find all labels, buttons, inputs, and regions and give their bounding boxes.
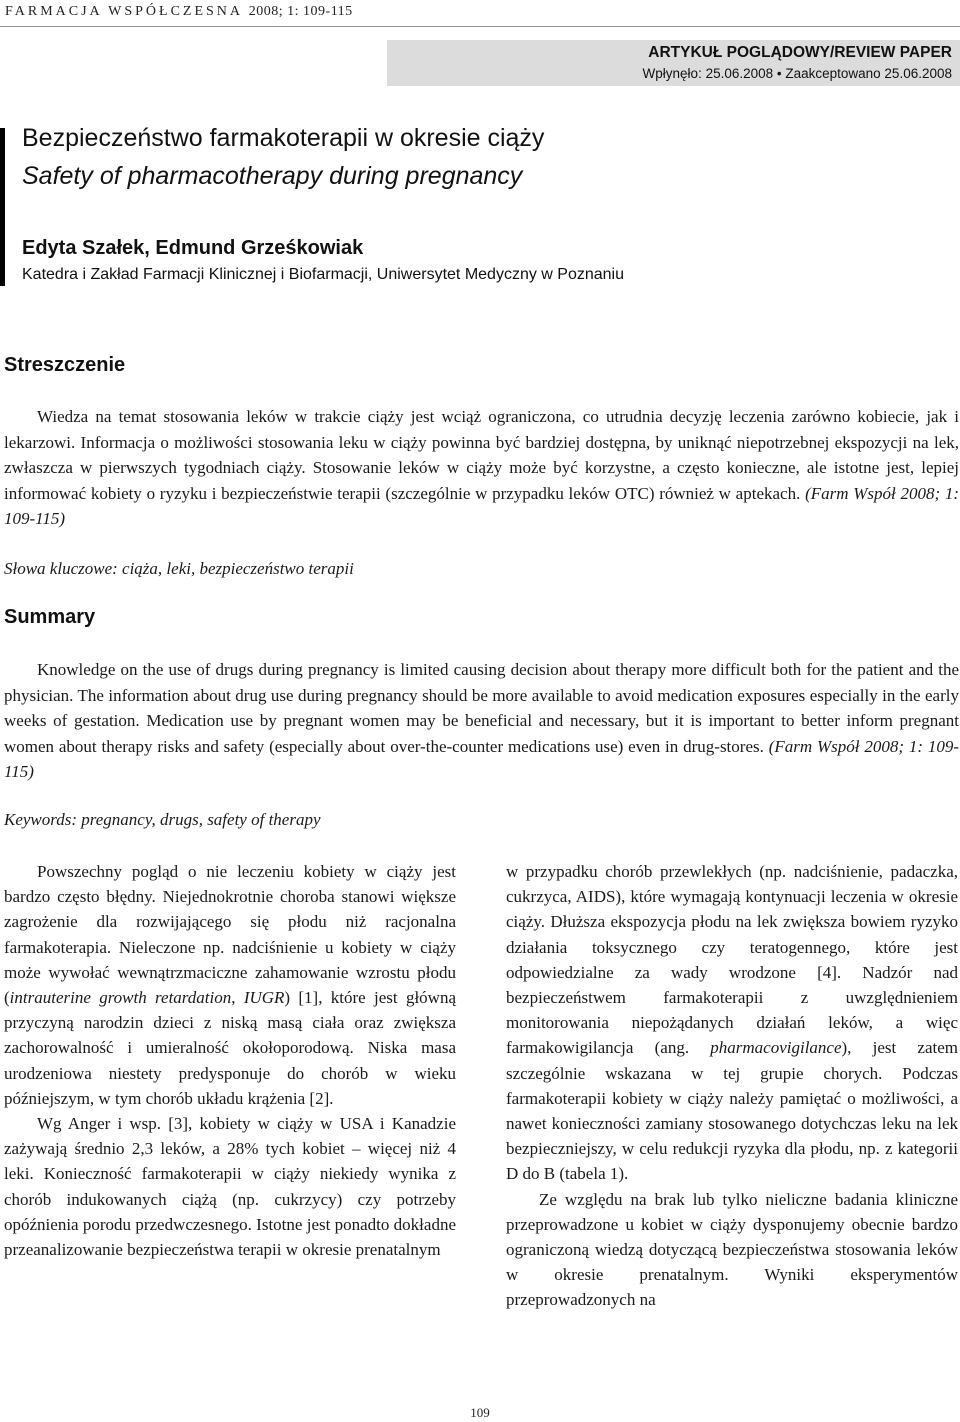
body-column-left: [4, 859, 456, 1262]
body-right-paragraph-1: [506, 859, 958, 1187]
abstract-pl-citation: (Farm Współ 2008; 1: 109-115): [4, 483, 960, 528]
journal-header: [5, 4, 353, 20]
body-text: Powszechny pogląd o nie leczeniu kobiety w ciąży jest bardzo często błędny. Niejednokrotnie choroba stanowi większe zagrożenie dla rozwijającego się płodu niż racjonalna farmakoterapia. Nieleczone np. nadciśnienie u kobiety w ciąży może wywołać wewnątrzmaciczne zahamowanie wzrostu płodu (: [4, 862, 456, 1008]
article-type-box: [387, 40, 960, 86]
body-text: ,: [231, 988, 244, 1008]
keywords-pl: Słowa kluczowe: ciąża, leki, bezpieczeństwo terapii: [4, 559, 354, 578]
body-left-paragraph-2: Wg Anger i wsp. [3], kobiety w ciąży w USA i Kanadzie zażywają średnio 2,3 leków, a 28% tych kobiet – więcej niż 4 leki. Konieczność farmakoterapii w ciąży niekiedy wynika z chorób indukowanych ciążą (np. cukrzycy) czy potrzeby opóźnienia porodu przedwczesnego. Istotne jest ponadto dokładne przeanalizowanie bezpieczeństwa terapii w okresie prenatalnym: [4, 1114, 456, 1260]
body-italic-term: pharmacovigilance: [710, 1038, 842, 1058]
abstract-en-text: Knowledge on the use of drugs during pregnancy is limited causing decision about therapy more difficult both for the patient and the physician. The information about drug use during pregnancy should be more available to avoid medication exposures especially in the early weeks of gestation. Medication use by pregnant women may be beneficial and necessary, but it is important to better inform pregnant women about therapy risks and safety (especially about over-the-counter medications use) even in drug-stores.: [4, 660, 959, 756]
abstract-en: [4, 657, 959, 785]
authors: Edyta Szałek, Edmund Grześkowiak: [22, 237, 364, 259]
body-text: ) [1], które jest główną przyczyną narodzin dzieci z niską masą ciała oraz zwiększa zachorowalność i umieralność okołoporodową. Niska masa urodzeniowa niestety predysponuje do chorób w wieku późniejszym, w tym chorób układu krążenia [2].: [4, 988, 456, 1108]
abstract-pl-text: Wiedza na temat stosowania leków w trakcie ciąży jest wciąż ograniczona, co utrudnia decyzję leczenia zarówno kobiecie, jak i lekarzowi. Informacja o możliwości stosowania leku w ciąży powinna być bardziej dostępna, by uniknąć niepotrzebnej ekspozycji na lek, zwłaszcza w pierwszych tygodniach ciąży. Stosowanie leków w ciąży może być korzystne, a często konieczne, ale istotne jest, lepiej informować kobiety o ryzyku i bezpieczeństwie terapii (szczególnie w przypadku leków OTC) również w aptekach.: [4, 407, 959, 503]
title-polish: Bezpieczeństwo farmakoterapii w okresie ciąży: [22, 124, 545, 152]
body-italic-term: IUGR: [243, 988, 285, 1008]
page-number: 109: [470, 1405, 490, 1420]
abstract-en-heading: Summary: [4, 606, 96, 628]
title-accent-bar: [0, 128, 5, 286]
journal-pages: 2008; 1: 109-115: [248, 4, 353, 19]
body-left-paragraph-1: [4, 859, 456, 1111]
header-rule: [0, 26, 960, 27]
keywords-en: Keywords: pregnancy, drugs, safety of therapy: [4, 810, 321, 829]
body-right-paragraph-2: Ze względu na brak lub tylko nieliczne badania kliniczne przeprowadzone u kobiet w ciąży dysponujemy obecnie bardzo ograniczoną wiedzą dotyczącą bezpieczeństwa stosowania leków w okresie prenatalnym. Wyniki eksperymentów przeprowadzonych na: [506, 1189, 958, 1310]
affiliation: Katedra i Zakład Farmacji Klinicznej i Biofarmacji, Uniwersytet Medyczny w Poznaniu: [22, 266, 624, 283]
body-text: ), jest zatem szczególnie wskazana w tej grupie chorych. Podczas farmakoterapii kobiety w ciąży należy pamiętać o możliwości, a nawet konieczności zamiany stosowanego dotychczas leku na lek bezpieczniejszy, w celu redukcji ryzyka dla płodu, np. z kategorii D do B (tabela 1).: [506, 1038, 958, 1184]
abstract-en-citation: (Farm Współ 2008; 1: 109-115): [4, 736, 959, 781]
body-column-right: [506, 859, 958, 1313]
body-italic-term: intrauterine growth retardation: [9, 988, 232, 1008]
journal-name: FARMACJA WSPÓŁCZESNA: [5, 4, 243, 19]
abstract-pl-heading: Streszczenie: [4, 354, 126, 376]
body-text: w przypadku chorób przewlekłych (np. nadciśnienie, padaczka, cukrzyca, AIDS), które wymagają kontynuacji leczenia w okresie ciąży. Dłuższa ekspozycja płodu na lek zwiększa bowiem ryzyko działania toksycznego czy teratogennego, które jest odpowiedzialne za wady wrodzone [4]. Nadzór nad bezpieczeństwem farmakoterapii z uwzględnieniem monitorowania niepożądanych działań leków, a więc farmakowigilancja (ang.: [506, 862, 958, 1058]
abstract-pl: [4, 404, 959, 532]
article-dates: Wpłynęło: 25.06.2008 • Zaakceptowano 25.06.2008: [642, 66, 952, 81]
article-type: ARTYKUŁ POGLĄDOWY/REVIEW PAPER: [648, 44, 952, 61]
title-english: Safety of pharmacotherapy during pregnancy: [22, 162, 523, 190]
